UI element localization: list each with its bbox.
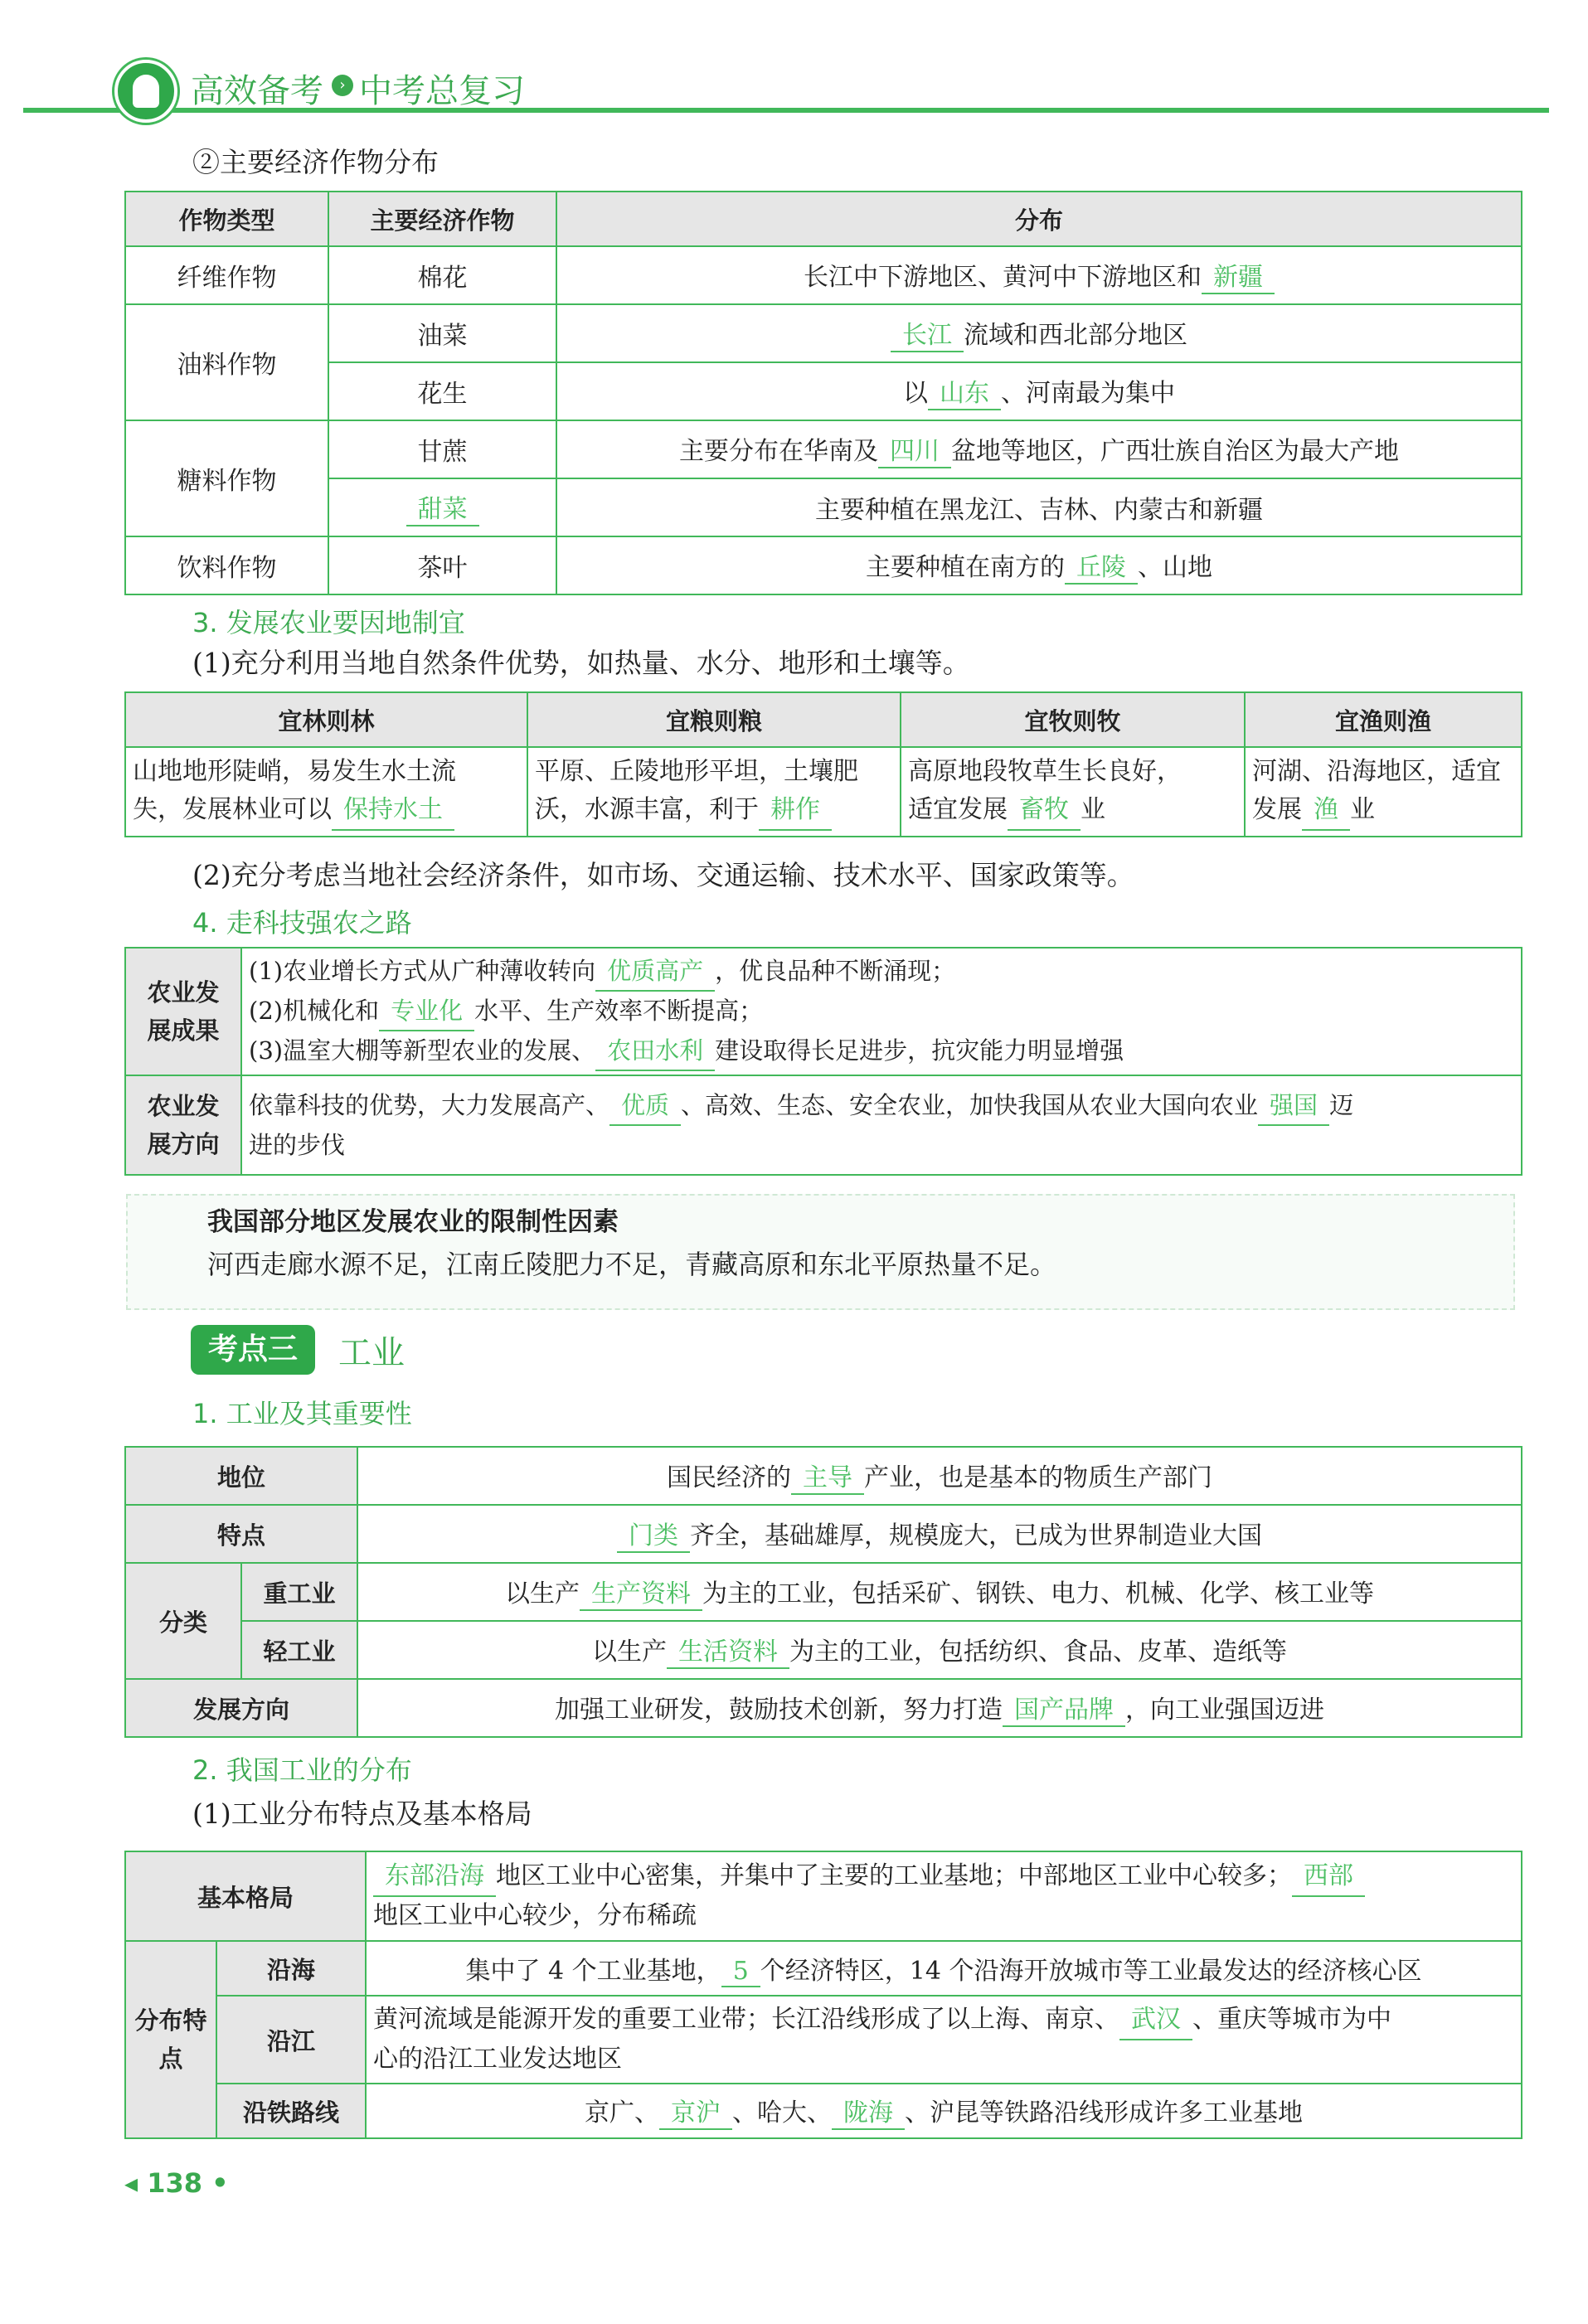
cell-pasture: 高原地段牧草生长良好， 适宜发展 畜牧 业 [901, 747, 1245, 837]
dist-sugarcane: 主要分布在华南及 四川 盆地等地区，广西壮族自治区为最大产地 [556, 420, 1522, 478]
dist-peanut: 以 山东 、河南最为集中 [556, 362, 1522, 420]
crop-beet [328, 478, 556, 536]
crop-type-fiber: 纤维作物 [125, 246, 328, 304]
label-rail: 沿铁路线 [216, 2084, 366, 2138]
answer-blank: 丘陵 [1065, 546, 1138, 585]
cell-position: 国民经济的 主导 产业，也是基本的物质生产部门 [357, 1447, 1522, 1505]
crops-heading: ②主要经济作物分布 [192, 146, 439, 178]
answer-blank: 门类 [617, 1515, 690, 1553]
col-distribution: 分布 [556, 192, 1522, 246]
answer-blank: 新疆 [1202, 256, 1275, 294]
ind2-sub: (1)工业分布特点及基本格局 [192, 1798, 532, 1830]
crop-sugarcane: 甘蔗 [328, 420, 556, 478]
cell-coast: 集中了 4 个工业基地， 5 个经济特区，14 个沿海开放城市等工业最发达的经济核心区 [366, 1941, 1522, 1996]
answer-blank: 国产品牌 [1003, 1689, 1125, 1727]
dist-tea: 主要种植在南方的 丘陵 、山地 [556, 536, 1522, 594]
label-light: 轻工业 [241, 1621, 357, 1679]
answer-blank: 农田水利 [595, 1031, 715, 1071]
chevron-right-icon: › [332, 75, 353, 96]
cell-light: 以生产 生活资料 为主的工业，包括纺织、食品、皮革、造纸等 [357, 1621, 1522, 1679]
answer-blank: 西部 [1292, 1857, 1365, 1897]
col-pasture: 宜牧则牧 [901, 692, 1245, 747]
tip-title: 我国部分地区发展农业的限制性因素 [207, 1207, 619, 1237]
page-number: ◂ 138 • [124, 2167, 229, 2199]
label-river: 沿江 [216, 1996, 366, 2084]
tech-table [124, 947, 1522, 1176]
answer-blank: 山东 [928, 372, 1001, 410]
label-basic: 基本格局 [125, 1851, 366, 1941]
answer-blank: 畜牧 [1008, 791, 1081, 831]
col-main-crop: 主要经济作物 [328, 192, 556, 246]
industry-table [124, 1446, 1522, 1738]
cell-ind-direction: 加强工业研发，鼓励技术创新，努力打造 国产品牌 ，向工业强国迈进 [357, 1679, 1522, 1737]
sec3-heading: 3. 发展农业要因地制宜 [192, 607, 465, 638]
cell-heavy: 以生产 生产资料 为主的工业，包括采矿、钢铁、电力、机械、化学、核工业等 [357, 1563, 1522, 1621]
answer-blank: 强国 [1258, 1086, 1329, 1126]
sec4-heading: 4. 走科技强农之路 [192, 907, 412, 939]
crop-type-sugar: 糖料作物 [125, 420, 328, 536]
label-classification: 分类 [125, 1563, 241, 1679]
land-use-table [124, 691, 1522, 837]
sec3-line1: (1)充分利用当地自然条件优势，如热量、水分、地形和土壤等。 [192, 647, 970, 679]
cell-grain: 平原、丘陵地形平坦，土壤肥 沃，水源丰富，利于 耕作 [527, 747, 901, 837]
cell-basic: 东部沿海 地区工业中心密集，并集中了主要的工业基地；中部地区工业中心较多； 西部 地区工业中心较少，分布稀疏 [366, 1851, 1522, 1941]
answer-blank: 陇海 [832, 2092, 905, 2130]
cell-forest: 山地地形陡峭，易发生水土流 失，发展林业可以 保持水土 [125, 747, 527, 837]
crops-table [124, 191, 1522, 595]
cell-river: 黄河流域是能源开发的重要工业带；长江沿线形成了以上海、南京、 武汉 、重庆等城市为中 心的沿江工业发达地区 [366, 1996, 1522, 2084]
answer-blank: 渔 [1302, 791, 1350, 831]
answer-blank: 京沪 [659, 2092, 732, 2130]
ind1-heading: 1. 工业及其重要性 [192, 1398, 412, 1429]
col-fishery: 宜渔则渔 [1245, 692, 1522, 747]
col-grain: 宜粮则粮 [527, 692, 901, 747]
label-coast: 沿海 [216, 1941, 366, 1996]
ind2-heading: 2. 我国工业的分布 [192, 1754, 412, 1786]
crop-type-beverage: 饮料作物 [125, 536, 328, 594]
answer-blank: 5 [721, 1957, 760, 1987]
col-crop-type: 作物类型 [125, 192, 328, 246]
answer-blank: 四川 [878, 430, 951, 468]
sec3-line2: (2)充分考虑当地社会经济条件，如市场、交通运输、技术水平、国家政策等。 [192, 859, 1134, 891]
answer-blank: 生活资料 [667, 1631, 789, 1669]
label-direction: 发展方向 [125, 1679, 357, 1737]
answer-blank: 武汉 [1119, 2001, 1192, 2040]
crop-cotton: 棉花 [328, 246, 556, 304]
label-position: 地位 [125, 1447, 357, 1505]
label-feature: 特点 [125, 1505, 357, 1563]
answer-blank: 主导 [791, 1457, 864, 1495]
dist-cotton: 长江中下游地区、黄河中下游地区和 新疆 [556, 246, 1522, 304]
tip-body: 河西走廊水源不足，江南丘陵肥力不足，青藏高原和东北平原热量不足。 [207, 1249, 1057, 1280]
distribution-table [124, 1851, 1522, 2139]
answer-blank: 优质 [609, 1086, 681, 1126]
answer-blank: 东部沿海 [373, 1857, 496, 1897]
crop-type-oil: 油料作物 [125, 304, 328, 420]
cell-direction: 依靠科技的优势，大力发展高产、 优质 、高效、生态、安全农业，加快我国从农业大国向农业 强国 迈 进的步伐 [241, 1075, 1522, 1175]
answer-blank: 专业化 [379, 992, 474, 1031]
answer-blank: 甜菜 [406, 488, 479, 526]
answer-blank: 耕作 [759, 791, 832, 831]
answer-blank: 生产资料 [580, 1573, 702, 1611]
cell-fishery: 河湖、沿海地区，适宜 发展 渔 业 [1245, 747, 1522, 837]
cell-achievement: (1)农业增长方式从广种薄收转向 优质高产 ，优良品种不断涌现； (2)机械化和 专业化 水平、生产效率不断提高； (3)温室大棚等新型农业的发展、 农田水利 建设取得长足进步，抗灾能力明显增强 [241, 948, 1522, 1075]
cell-rail: 京广、 京沪 、哈大、 陇海 、沪昆等铁路沿线形成许多工业基地 [366, 2084, 1522, 2138]
label-heavy: 重工业 [241, 1563, 357, 1621]
label-achievement: 农业发展成果 [125, 948, 241, 1075]
crop-tea: 茶叶 [328, 536, 556, 594]
dist-beet: 主要种植在黑龙江、吉林、内蒙古和新疆 [556, 478, 1522, 536]
col-forest: 宜林则林 [125, 692, 527, 747]
label-direction: 农业发展方向 [125, 1075, 241, 1175]
label-dist: 分布特点 [125, 1941, 216, 2138]
crop-rapeseed: 油菜 [328, 304, 556, 362]
page-header [23, 60, 1549, 126]
kaodian-badge: 考点三 [191, 1325, 315, 1375]
answer-blank: 保持水土 [332, 791, 454, 831]
header-subtitle: 中考总复习 [359, 72, 525, 110]
cell-feature: 门类 齐全，基础雄厚，规模庞大，已成为世界制造业大国 [357, 1505, 1522, 1563]
answer-blank: 长江 [891, 314, 964, 352]
dist-rapeseed: 长江 流域和西北部分地区 [556, 304, 1522, 362]
kaodian-title: 工业 [338, 1334, 405, 1372]
crop-peanut: 花生 [328, 362, 556, 420]
graduate-logo-icon [114, 60, 177, 123]
header-title: 高效备考 [191, 72, 323, 110]
answer-blank: 优质高产 [595, 952, 715, 992]
